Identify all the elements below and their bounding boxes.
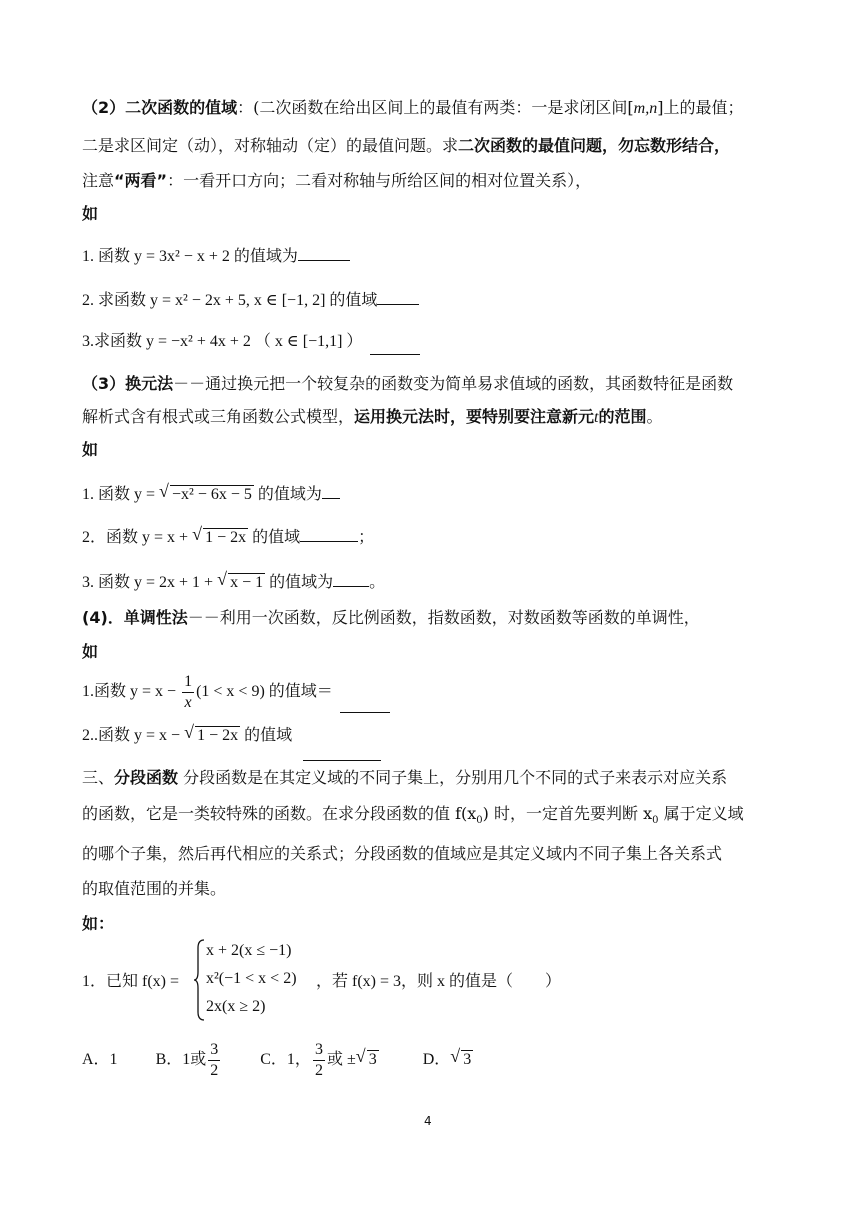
s3-line-2 xyxy=(82,405,663,430)
s5-question-1-lead: 1．已知 f(x) = xyxy=(82,973,180,990)
fraction-numerator: 3 xyxy=(208,1040,220,1061)
s5-text: 的函数，它是一类较特殊的函数。在求分段函数的值 f(x xyxy=(82,804,477,823)
s4-line-1 xyxy=(82,606,700,630)
s2-emphasis: 二次函数的最值问题，勿忘数形结合 xyxy=(458,136,715,155)
s3-example-label: 如 xyxy=(82,440,99,459)
question-text: 2. 求函数 y = x² − 2x + 5, x ∈ [−1, 2] 的值域 xyxy=(82,292,378,309)
option-c-tail: 或 ± xyxy=(326,1051,356,1069)
s2-example-label: 如 xyxy=(82,204,99,223)
piecewise-case-3: 2x(x ≥ 2) xyxy=(206,998,266,1015)
s3-text: －－通过换元把一个较复杂的函数变为简单易求值域的函数，其函数特征是函数 xyxy=(173,374,734,393)
radicand: 1 − 2x xyxy=(197,727,239,744)
s3-emphasis: 运用换元法时，要特别要注意新元 xyxy=(354,407,595,426)
s5-line-1 xyxy=(82,766,727,790)
piecewise-case-1: x + 2(x ≤ −1) xyxy=(206,942,292,959)
question-text: 2．函数 y = x + xyxy=(82,529,193,546)
fraction-denominator: 2 xyxy=(314,1062,323,1079)
s5-text: ) 时，一定首先要判断 x xyxy=(482,804,653,823)
fraction xyxy=(313,1040,325,1081)
radicand: 1 − 2x xyxy=(205,529,247,546)
answer-blank xyxy=(300,523,358,542)
radicand: x − 1 xyxy=(230,574,264,591)
question-text: (1 < x < 9) 的值域＝ xyxy=(196,683,333,701)
answer-blank xyxy=(340,712,390,713)
s5-line-3: 的哪个子集，然后再代相应的关系式；分段函数的值域应是其定义域内不同子集上各关系式 xyxy=(82,844,723,863)
answer-blank xyxy=(322,480,340,499)
s5-heading-prefix: 三、 xyxy=(82,768,115,787)
answer-blank xyxy=(298,242,350,261)
s5-question-1-tail: ，若 f(x) = 3，则 x 的值是（ ） xyxy=(316,973,562,990)
fraction-denominator: 2 xyxy=(210,1062,219,1079)
s5-heading: 分段函数 xyxy=(114,768,179,787)
s3-question-2 xyxy=(82,523,374,550)
option-c: C．1， xyxy=(260,1051,311,1069)
s2-text: 二是求区间定（动），对称轴动（定）的最值问题。求 xyxy=(82,136,459,155)
left-brace xyxy=(194,938,206,1022)
s2-question-3 xyxy=(82,330,362,354)
s3-question-1 xyxy=(82,480,340,507)
sqrt-expression: √ 1 − 2x xyxy=(184,722,239,744)
s5-text: 分段函数是在其定义域的不同子集上，分别用几个不同的式子来表示对应关系 xyxy=(178,768,728,787)
sqrt-expression: √ x − 1 xyxy=(217,569,264,591)
answer-blank xyxy=(333,568,369,587)
fraction xyxy=(182,672,194,713)
s3-text: 解析式含有根式或三角函数公式模型， xyxy=(82,407,355,426)
s2-text: ：(二次函数在给出区间上的最值有两类：一是求闭区间[ xyxy=(237,98,634,117)
s5-options xyxy=(82,1040,473,1081)
s4-question-1 xyxy=(82,672,333,713)
s5-line-2 xyxy=(82,802,744,833)
s2-line-2 xyxy=(82,134,730,158)
s2-interval: m,n xyxy=(633,100,658,117)
radicand: 3 xyxy=(463,1051,472,1069)
s5-line-4: 的取值范围的并集。 xyxy=(82,879,227,898)
s5-text: 属于定义域 xyxy=(658,804,744,823)
subscript: 0 xyxy=(476,815,483,826)
question-text: 1.函数 y = x − xyxy=(82,683,181,701)
question-text: 3.求函数 y = −x² + 4x + 2 （ x ∈ [−1,1] ） xyxy=(82,333,363,350)
s2-question-2 xyxy=(82,286,419,313)
question-text: 的值域为 xyxy=(265,574,334,591)
s2-question-1 xyxy=(82,242,350,269)
s2-text: ， xyxy=(714,136,731,155)
fraction xyxy=(208,1040,220,1081)
question-text: ； xyxy=(358,529,375,546)
question-text: 。 xyxy=(369,574,386,591)
question-text: 的值域 xyxy=(240,727,293,744)
s3-question-3 xyxy=(82,568,385,595)
page-number: 4 xyxy=(424,1114,432,1128)
s4-text: －－利用一次函数，反比例函数，指数函数，对数函数等函数的单调性， xyxy=(187,608,700,627)
question-text: 2..函数 y = x − xyxy=(82,727,185,744)
s2-text: ：一看开口方向；二看对称轴与所给区间的相对位置关系）， xyxy=(167,171,592,190)
s2-line-1 xyxy=(82,96,743,121)
option-b: B．1或 xyxy=(155,1051,207,1069)
question-text: 1. 函数 y = xyxy=(82,486,160,503)
question-text: 3. 函数 y = 2x + 1 + xyxy=(82,574,218,591)
s3-emphasis: 的范围 xyxy=(598,407,647,426)
s3-text: 。 xyxy=(646,407,663,426)
fraction-numerator: 1 xyxy=(182,672,194,693)
s2-heading: （2）二次函数的值域 xyxy=(82,98,238,117)
sqrt-expression: √ 3 xyxy=(355,1046,377,1069)
s3-heading: （3）换元法 xyxy=(82,374,174,393)
s2-text: 注意 xyxy=(82,171,115,190)
option-a: A．1 xyxy=(82,1051,118,1069)
question-text: 1. 函数 y = 3x² − x + 2 的值域为 xyxy=(82,248,298,265)
s2-line-3 xyxy=(82,169,591,193)
s2-emphasis: “两看” xyxy=(114,171,168,190)
fraction-denominator: x xyxy=(184,694,192,711)
sqrt-expression: √ 3 xyxy=(450,1046,472,1069)
answer-blank xyxy=(370,354,420,355)
s5-example-label: 如： xyxy=(82,914,115,933)
answer-blank xyxy=(303,760,381,761)
question-text: 的值域 xyxy=(248,529,301,546)
option-d: D． xyxy=(422,1051,451,1069)
fraction-numerator: 3 xyxy=(313,1040,325,1061)
s2-text-end: ]上的最值； xyxy=(657,98,744,117)
s4-heading: (4)．单调性法 xyxy=(82,608,188,627)
question-text: 的值域为 xyxy=(253,486,322,503)
s3-line-1 xyxy=(82,372,733,396)
sqrt-expression: √ 1 − 2x xyxy=(192,524,247,546)
piecewise-case-2: x²(−1 < x < 2) xyxy=(206,970,297,987)
s3-variable: t xyxy=(594,409,599,426)
subscript: 0 xyxy=(652,815,659,826)
radicand: −x² − 6x − 5 xyxy=(172,486,252,503)
s4-question-2 xyxy=(82,724,292,748)
sqrt-expression: √ −x² − 6x − 5 xyxy=(159,481,252,503)
radicand: 3 xyxy=(368,1051,377,1069)
s4-example-label: 如 xyxy=(82,642,99,661)
answer-blank xyxy=(377,286,419,305)
